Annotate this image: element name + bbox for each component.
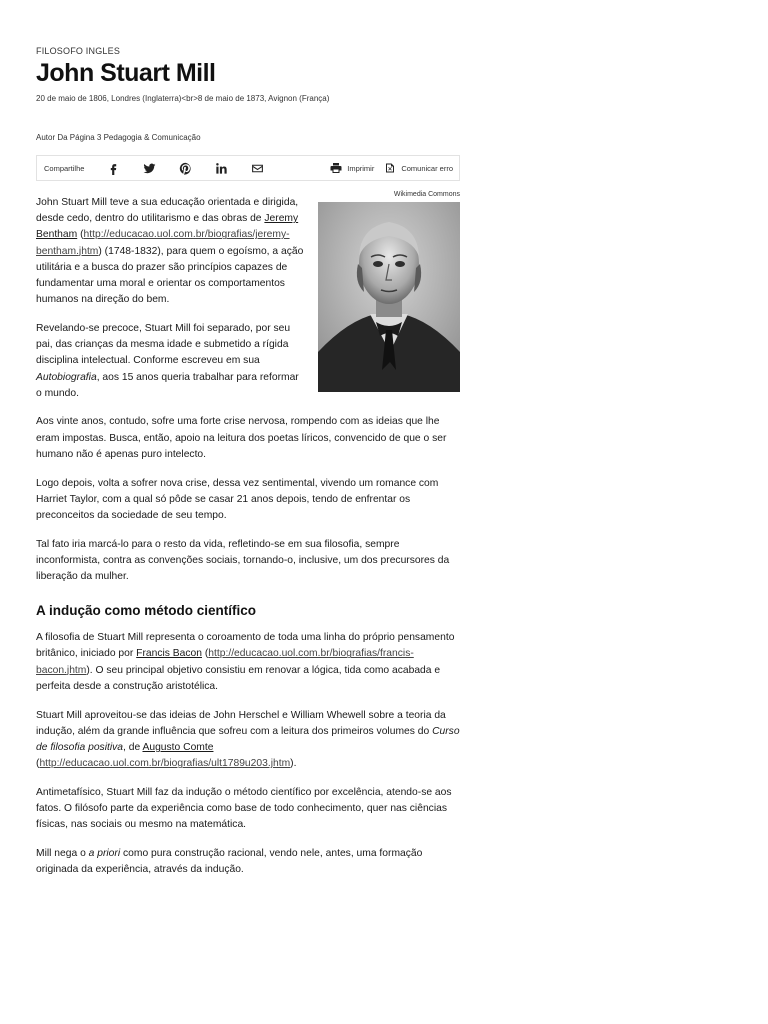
text: , de (123, 741, 143, 753)
text: ( (36, 758, 40, 770)
text: ( (202, 648, 209, 660)
url-jeremy-bentham[interactable]: http://educacao.uol.com.br/biografias/jeremy-bentham.jhtm (36, 229, 290, 257)
text: Revelando-se precoce, Stuart Mill foi separado, por seu pai, das crianças da mesma idade e submetido a rígida disciplina intelectual. Conforme escreveu em sua (36, 322, 291, 367)
article-dates: 20 de maio de 1806, Londres (Inglaterra)<br>8 de maio de 1873, Avignon (França) (36, 94, 330, 103)
text: John Stuart Mill teve a sua educação orientada e dirigida, desde cedo, dentro do utilitarismo e das obras de (36, 197, 299, 225)
text: ). O seu principal objetivo consistiu em renovar a lógica, tida como acabada e perfeita desde a construção aristotélica. (36, 664, 441, 692)
page-title: John Stuart Mill (36, 59, 216, 87)
article (36, 46, 460, 891)
paragraph-8: Antimetafísico, Stuart Mill faz da indução o método científico por excelência, atendo-se aos fatos. O filósofo parte da experiência como base de todo conhecimento, quer nas ciências físicas, nas sociais ou mesmo na matemática. (36, 786, 452, 831)
share-label: Compartilhe (44, 163, 85, 173)
link-jeremy-bentham[interactable]: Jeremy Bentham (36, 213, 299, 241)
paragraph-6 (36, 630, 460, 695)
text: ). (290, 758, 297, 770)
url-francis-bacon[interactable]: http://educacao.uol.com.br/biografias/francis-bacon.jhtm (36, 648, 414, 676)
text: Mill nega o (36, 848, 89, 859)
text: A filosofia de Stuart Mill representa o coroamento de toda uma linha do próprio pensamento britânico, iniciado por (36, 632, 455, 660)
emphasis: a priori (88, 848, 121, 859)
paragraph-5: Tal fato iria marcá-lo para o resto da vida, refletindo-se em sua filosofia, sempre inconformista, contra as convenções sociais, tornando-o, inclusive, um dos precursores da liberação da mulher. (36, 538, 450, 583)
text: ) (1748-1832), para quem o egoísmo, a ação utilitária e a busca do prazer são princípios capazes de fundamentar uma moral e orientar os comportamentos humanos na direção do bem. (36, 245, 304, 306)
twitter-icon[interactable] (138, 159, 160, 177)
text: , aos 15 anos queria trabalhar para reformar o mundo. (36, 371, 299, 399)
report-error-icon (384, 162, 396, 174)
report-error-button[interactable] (384, 162, 453, 174)
portrait-image (318, 202, 460, 392)
portrait-figure (318, 191, 460, 392)
paragraph-9 (36, 846, 460, 878)
report-error-label: Comunicar erro (401, 163, 453, 173)
paragraph-7 (36, 708, 460, 773)
text: como pura construção racional, vendo nele, antes, uma formação originada da experiência, através da indução. (36, 848, 423, 876)
text: Stuart Mill aproveitou-se das ideias de John Herschel e William Whewell sobre a teoria da indução, além da grande influência que sofreu com a leitura dos primeiros volumes do (36, 709, 446, 737)
paragraph-3: Aos vinte anos, contudo, sofre uma forte crise nervosa, rompendo com as ideias que lhe eram impostas. Busca, então, apoio na leitura dos poetas líricos, convencido de que o ser humano não é apenas puro intelecto. (36, 416, 447, 460)
text: ( (77, 229, 84, 241)
printer-icon (330, 162, 342, 174)
url-augusto-comte[interactable]: http://educacao.uol.com.br/biografias/ult1789u203.jhtm (39, 758, 291, 770)
facebook-icon[interactable] (102, 159, 124, 177)
section-heading: A indução como método científico (36, 603, 257, 619)
print-label: Imprimir (347, 163, 375, 173)
emphasis: Curso de filosofia positiva (36, 725, 460, 753)
pinterest-icon[interactable] (174, 159, 196, 177)
link-francis-bacon[interactable]: Francis Bacon (136, 648, 202, 660)
paragraph-4: Logo depois, volta a sofrer nova crise, dessa vez sentimental, vivendo um romance com Harriet Taylor, com a qual só pôde se casar 21 anos depois, tendo de enfrentar os preconceitos da sociedade de seu tempo. (36, 477, 439, 521)
article-author: Autor Da Página 3 Pedagogia & Comunicação (36, 133, 201, 142)
share-bar (36, 155, 460, 181)
emphasis: Autobiografia (36, 371, 97, 383)
linkedin-icon[interactable] (210, 159, 232, 177)
link-augusto-comte[interactable]: Augusto Comte (142, 741, 214, 753)
article-kicker: FILOSOFO INGLES (36, 46, 121, 56)
image-credit: Wikimedia Commons (393, 191, 460, 198)
email-icon[interactable] (246, 159, 268, 177)
print-button[interactable] (330, 162, 374, 174)
